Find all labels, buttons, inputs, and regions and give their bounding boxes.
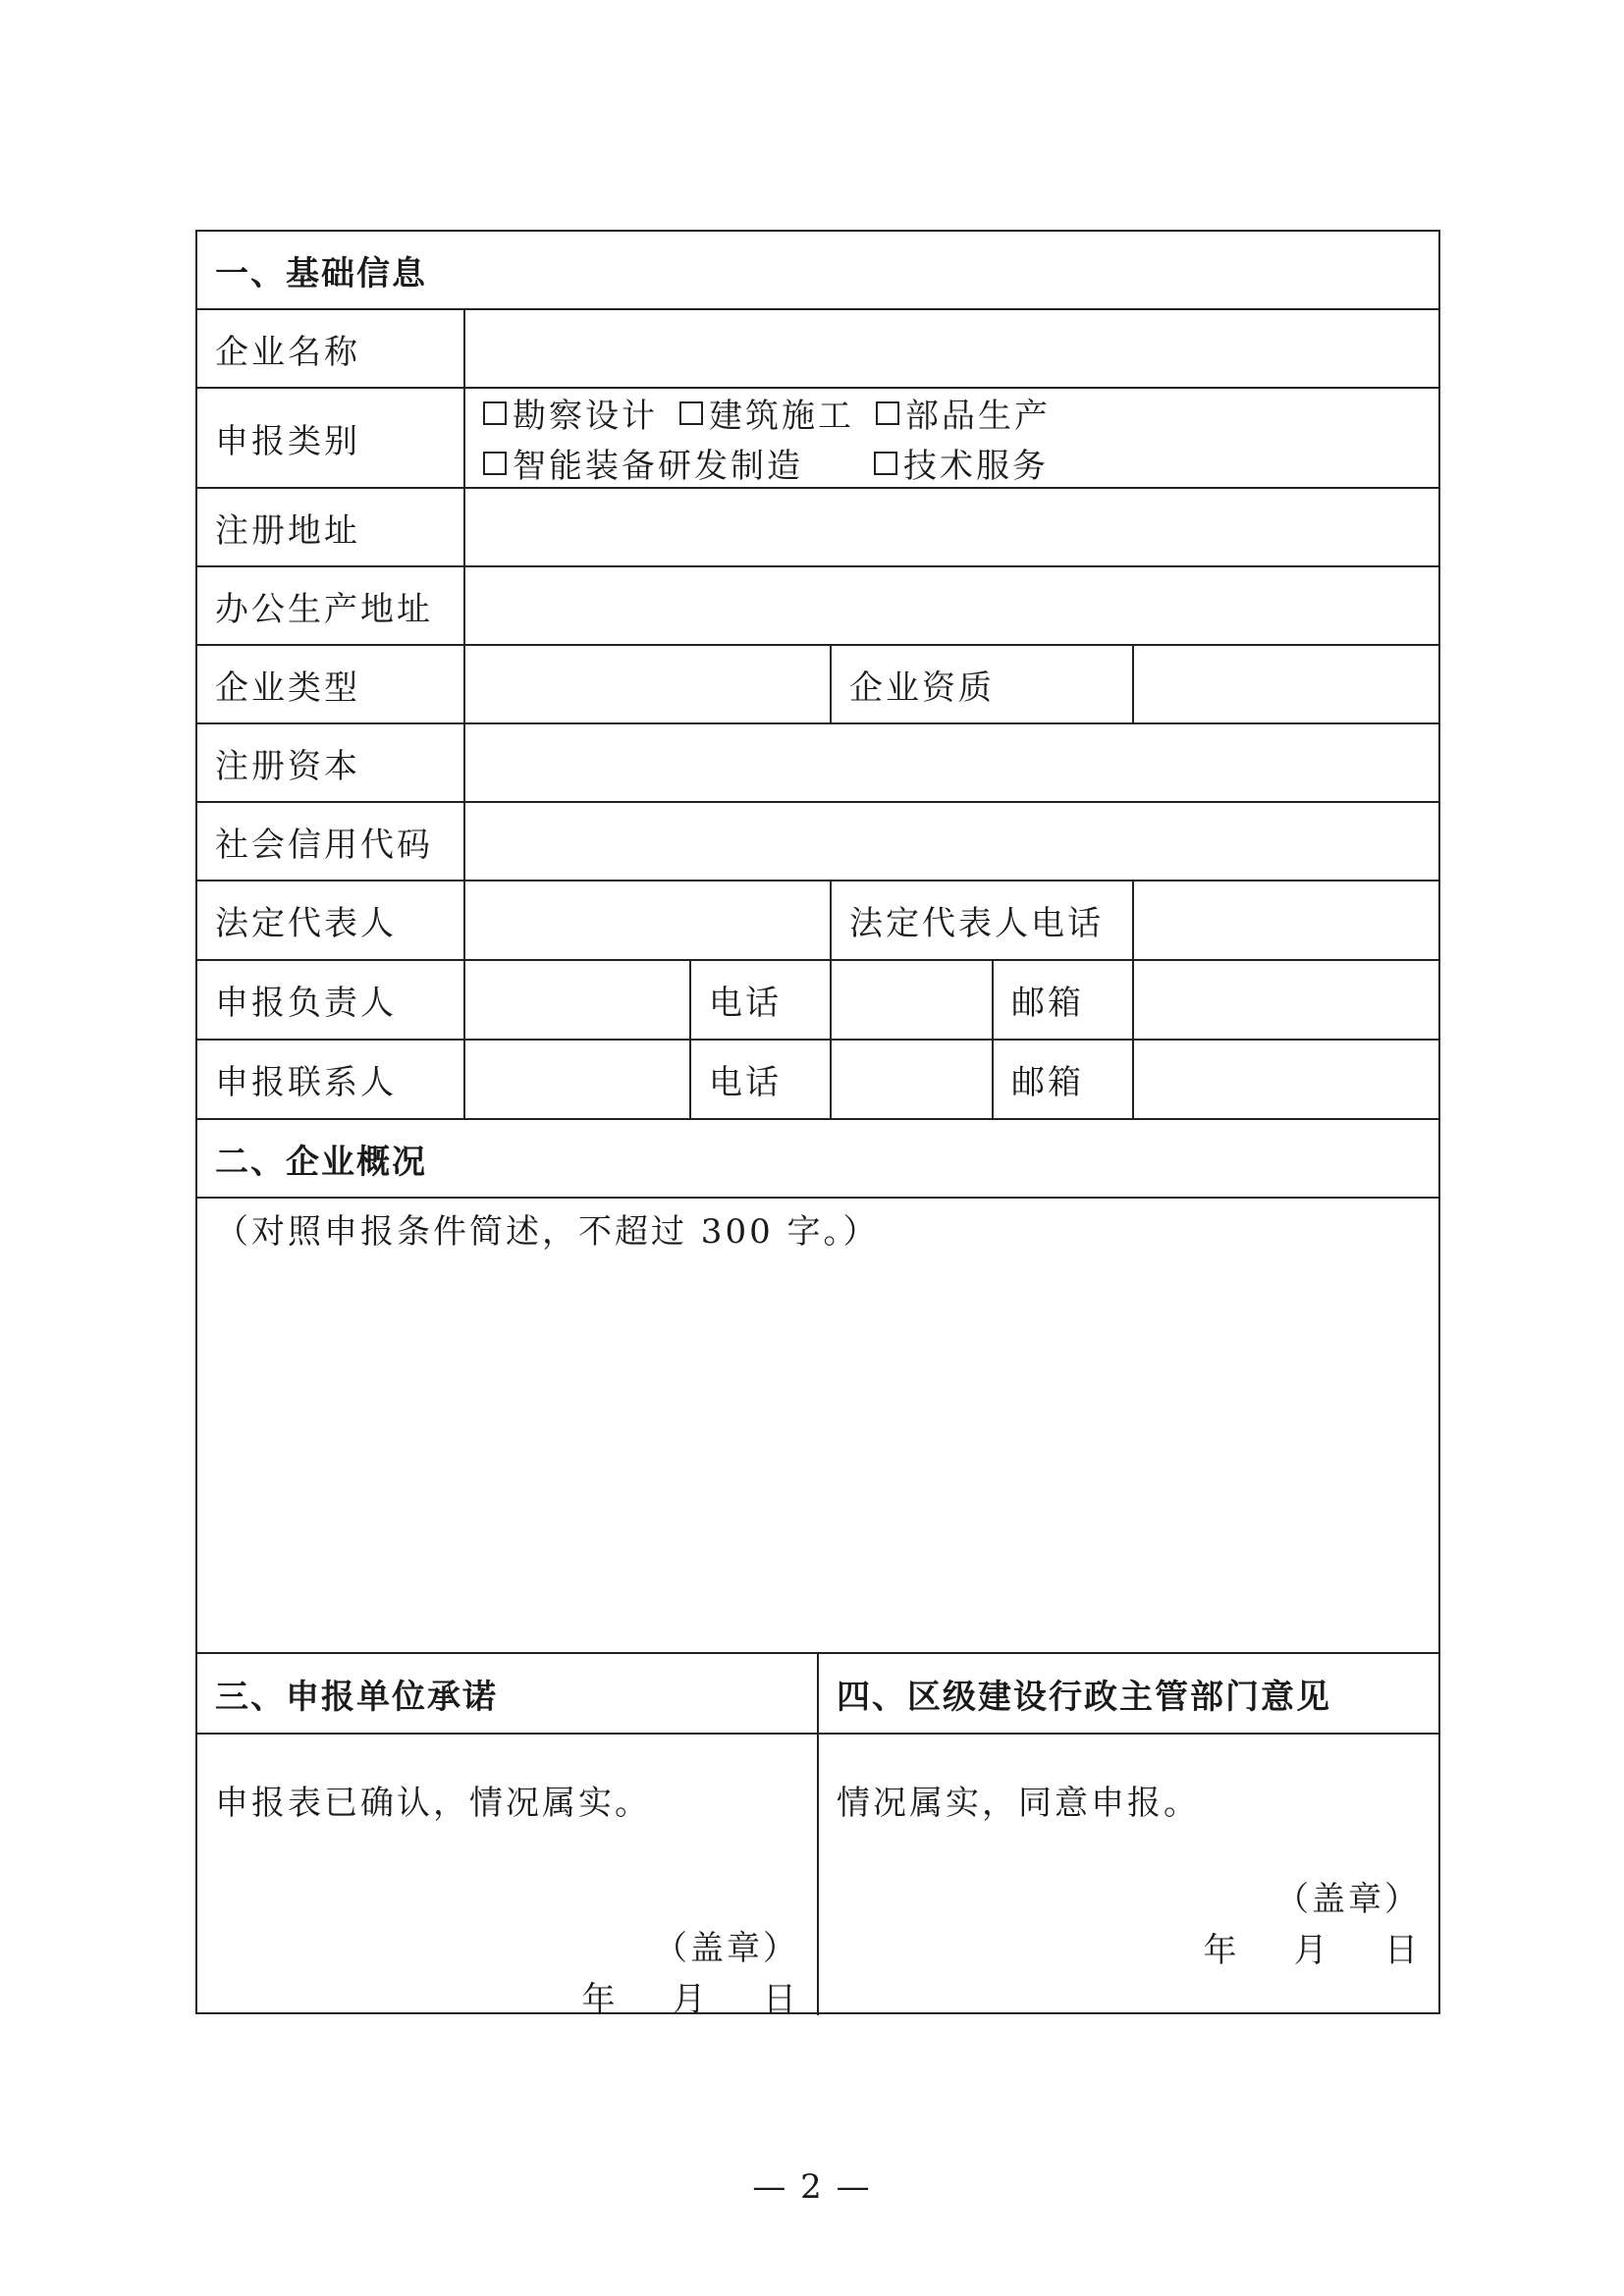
registered-capital-row — [197, 724, 1438, 803]
category-option-survey-design[interactable] — [483, 389, 658, 437]
checkbox-icon[interactable] — [876, 401, 899, 425]
office-address-field[interactable] — [465, 567, 1438, 644]
leader-email-field[interactable] — [1134, 961, 1438, 1039]
section-overview-row — [197, 1120, 1438, 1199]
office-address-row — [197, 567, 1438, 646]
commitment-date-line: 年 月 日 — [581, 1980, 799, 2019]
commitment-panel — [197, 1654, 819, 2019]
registered-capital-label: 注册资本 — [197, 724, 465, 801]
leader-phone-field[interactable] — [832, 961, 994, 1039]
category-label: 申报类别 — [197, 389, 465, 487]
qualification-field[interactable] — [1134, 646, 1438, 722]
commitment-seal-label: （盖章） — [654, 1929, 799, 1968]
page-number: — 2 — — [752, 2167, 872, 2207]
legal-rep-label: 法定代表人 — [197, 881, 465, 959]
checkbox-icon[interactable] — [483, 401, 507, 425]
declare-leader-row — [197, 961, 1438, 1041]
registered-capital-field[interactable] — [465, 724, 1438, 801]
section-commitment-title: 三、申报单位承诺 — [197, 1654, 817, 1735]
office-address-label: 办公生产地址 — [197, 567, 465, 644]
category-option-label: 勘察设计 — [513, 397, 658, 436]
declare-contact-row — [197, 1041, 1438, 1120]
category-row — [197, 389, 1438, 489]
credit-code-row — [197, 803, 1438, 881]
legal-rep-row — [197, 881, 1438, 961]
opinion-date-line: 年 月 日 — [1203, 1931, 1421, 1970]
commitment-body[interactable] — [197, 1735, 817, 2019]
section-overview-title: 二、企业概况 — [215, 1142, 427, 1182]
opinion-seal-label: （盖章） — [1275, 1880, 1421, 1919]
declare-leader-label: 申报负责人 — [197, 961, 465, 1039]
overview-textarea[interactable] — [197, 1199, 1438, 1654]
declare-contact-field[interactable] — [465, 1041, 691, 1118]
category-option-label: 智能装备研发制造 — [513, 447, 803, 486]
registered-address-field[interactable] — [465, 489, 1438, 565]
qualification-label: 企业资质 — [832, 646, 1134, 722]
company-name-label: 企业名称 — [197, 310, 465, 387]
category-option-construction[interactable] — [679, 389, 854, 437]
credit-code-label: 社会信用代码 — [197, 803, 465, 880]
commitment-text: 申报表已确认，情况属实。 — [215, 1784, 651, 1823]
contact-phone-label: 电话 — [691, 1041, 832, 1118]
section-basic-info-title: 一、基础信息 — [215, 253, 427, 294]
leader-phone-label: 电话 — [691, 961, 832, 1039]
overview-hint: （对照申报条件简述，不超过 300 字。） — [215, 1212, 880, 1252]
category-option-smart-equipment[interactable] — [483, 439, 803, 487]
company-type-row — [197, 646, 1438, 724]
category-options-line-2 — [483, 439, 1421, 487]
company-name-field[interactable] — [465, 310, 1438, 387]
checkbox-icon[interactable] — [483, 452, 507, 475]
legal-rep-field[interactable] — [465, 881, 832, 959]
leader-email-label: 邮箱 — [994, 961, 1134, 1039]
company-type-label: 企业类型 — [197, 646, 465, 722]
commitment-opinion-block — [197, 1654, 1438, 2019]
declare-contact-label: 申报联系人 — [197, 1041, 465, 1118]
legal-rep-phone-field[interactable] — [1134, 881, 1438, 959]
registered-address-label: 注册地址 — [197, 489, 465, 565]
category-options — [465, 389, 1438, 487]
category-options-line-1 — [483, 389, 1421, 437]
checkbox-icon[interactable] — [679, 401, 703, 425]
registered-address-row — [197, 489, 1438, 567]
category-option-label: 技术服务 — [903, 447, 1049, 486]
district-opinion-body[interactable] — [819, 1735, 1438, 2015]
company-name-row — [197, 310, 1438, 389]
category-option-label: 部品生产 — [905, 397, 1051, 436]
opinion-text: 情况属实，同意申报。 — [837, 1784, 1200, 1823]
legal-rep-phone-label: 法定代表人电话 — [832, 881, 1134, 959]
district-opinion-panel — [819, 1654, 1438, 2015]
category-option-technical-service[interactable] — [874, 439, 1049, 487]
section-district-opinion-title: 四、区级建设行政主管部门意见 — [819, 1654, 1438, 1735]
section-basic-info-row — [197, 232, 1438, 310]
contact-email-field[interactable] — [1134, 1041, 1438, 1118]
category-option-component-production[interactable] — [876, 389, 1051, 437]
contact-phone-field[interactable] — [832, 1041, 994, 1118]
checkbox-icon[interactable] — [874, 452, 897, 475]
contact-email-label: 邮箱 — [994, 1041, 1134, 1118]
company-type-field[interactable] — [465, 646, 832, 722]
category-option-label: 建筑施工 — [709, 397, 854, 436]
declare-leader-field[interactable] — [465, 961, 691, 1039]
credit-code-field[interactable] — [465, 803, 1438, 880]
application-form-table — [195, 230, 1440, 2019]
